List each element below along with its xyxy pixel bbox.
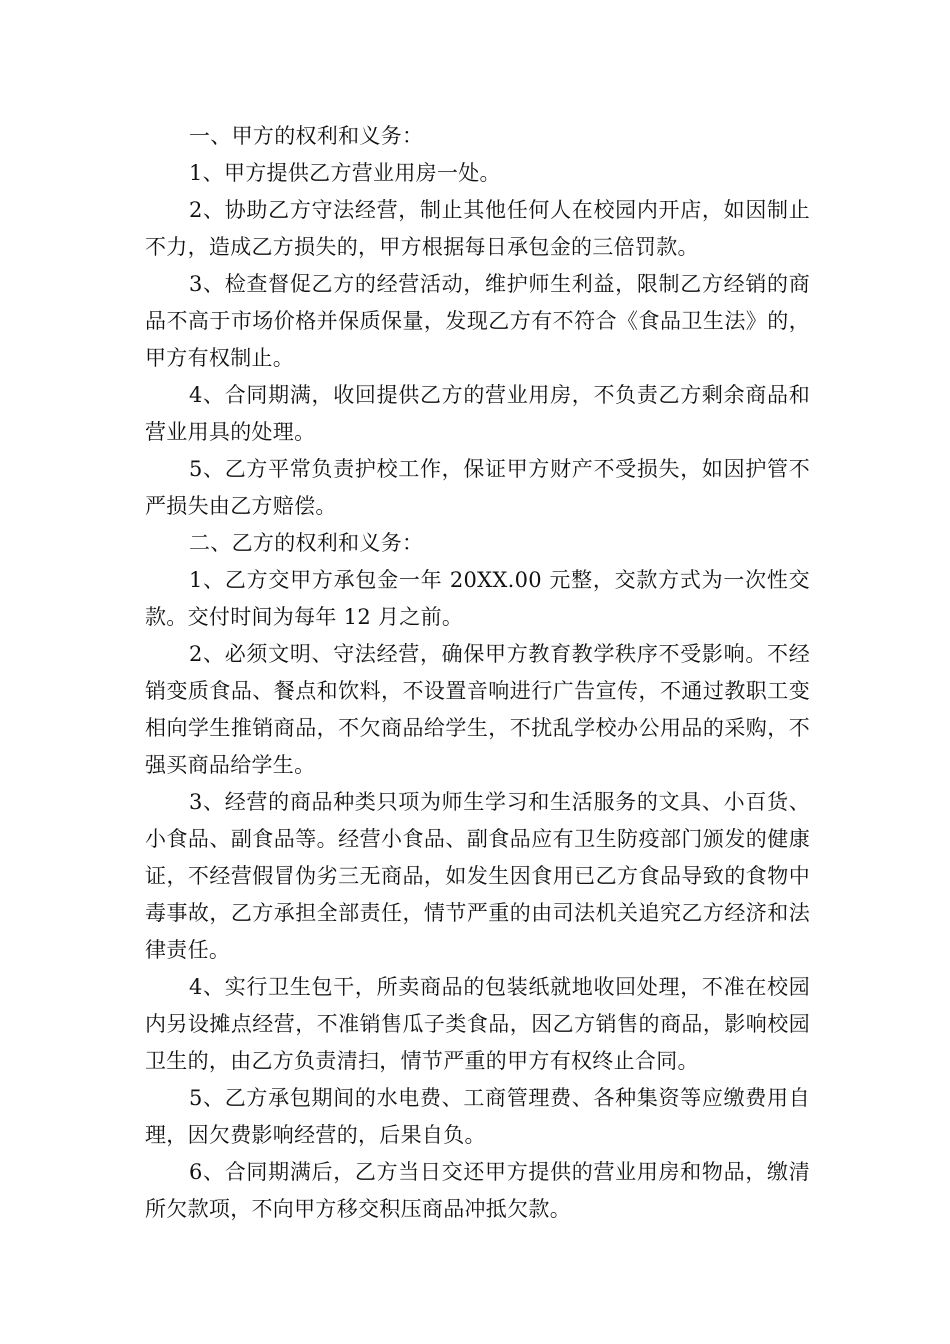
clause-b-1: 1、乙方交甲方承包金一年 20XX.00 元整，交款方式为一次性交款。交付时间为每年 12 月之前。 [145, 568, 810, 629]
clause-a-1: 1、甲方提供乙方营业用房一处。 [189, 161, 501, 185]
clause-a-3: 3、检查督促乙方的经营活动，维护师生利益，限制乙方经销的商品不高于市场价格并保质保量，发现乙方有不符合《食品卫生法》的，甲方有权制止。 [145, 272, 810, 370]
section-heading-party-b: 二、乙方的权利和义务： [189, 531, 424, 555]
clause-b-4: 4、实行卫生包干，所卖商品的包装纸就地收回处理，不准在校园内另设摊点经营，不准销售瓜子类食品，因乙方销售的商品，影响校园卫生的，由乙方负责清扫，情节严重的甲方有权终止合同。 [145, 975, 810, 1073]
clause-a-5: 5、乙方平常负责护校工作，保证甲方财产不受损失，如因护管不严损失由乙方赔偿。 [145, 457, 810, 518]
section-heading-party-a: 一、甲方的权利和义务： [189, 124, 424, 148]
clause-a-4: 4、合同期满，收回提供乙方的营业用房，不负责乙方剩余商品和营业用具的处理。 [145, 383, 810, 444]
clause-b-3: 3、经营的商品种类只项为师生学习和生活服务的文具、小百货、小食品、副食品等。经营小食品、副食品应有卫生防疫部门颁发的健康证，不经营假冒伪劣三无商品，如发生因食用已乙方食品导致的食物中毒事故，乙方承担全部责任，情节严重的由司法机关追究乙方经济和法律责任。 [145, 790, 810, 962]
clause-b-5: 5、乙方承包期间的水电费、工商管理费、各种集资等应缴费用自理，因欠费影响经营的，后果自负。 [145, 1086, 810, 1147]
clause-a-2: 2、协助乙方守法经营，制止其他任何人在校园内开店，如因制止不力，造成乙方损失的，甲方根据每日承包金的三倍罚款。 [145, 198, 810, 259]
clause-b-6: 6、合同期满后，乙方当日交还甲方提供的营业用房和物品，缴清所欠款项，不向甲方移交积压商品冲抵欠款。 [145, 1160, 810, 1221]
document-body [145, 118, 810, 1228]
clause-b-2: 2、必须文明、守法经营，确保甲方教育教学秩序不受影响。不经销变质食品、餐点和饮料，不设置音响进行广告宣传，不通过教职工变相向学生推销商品，不欠商品给学生，不扰乱学校办公用品的采购，不强买商品给学生。 [145, 642, 810, 777]
